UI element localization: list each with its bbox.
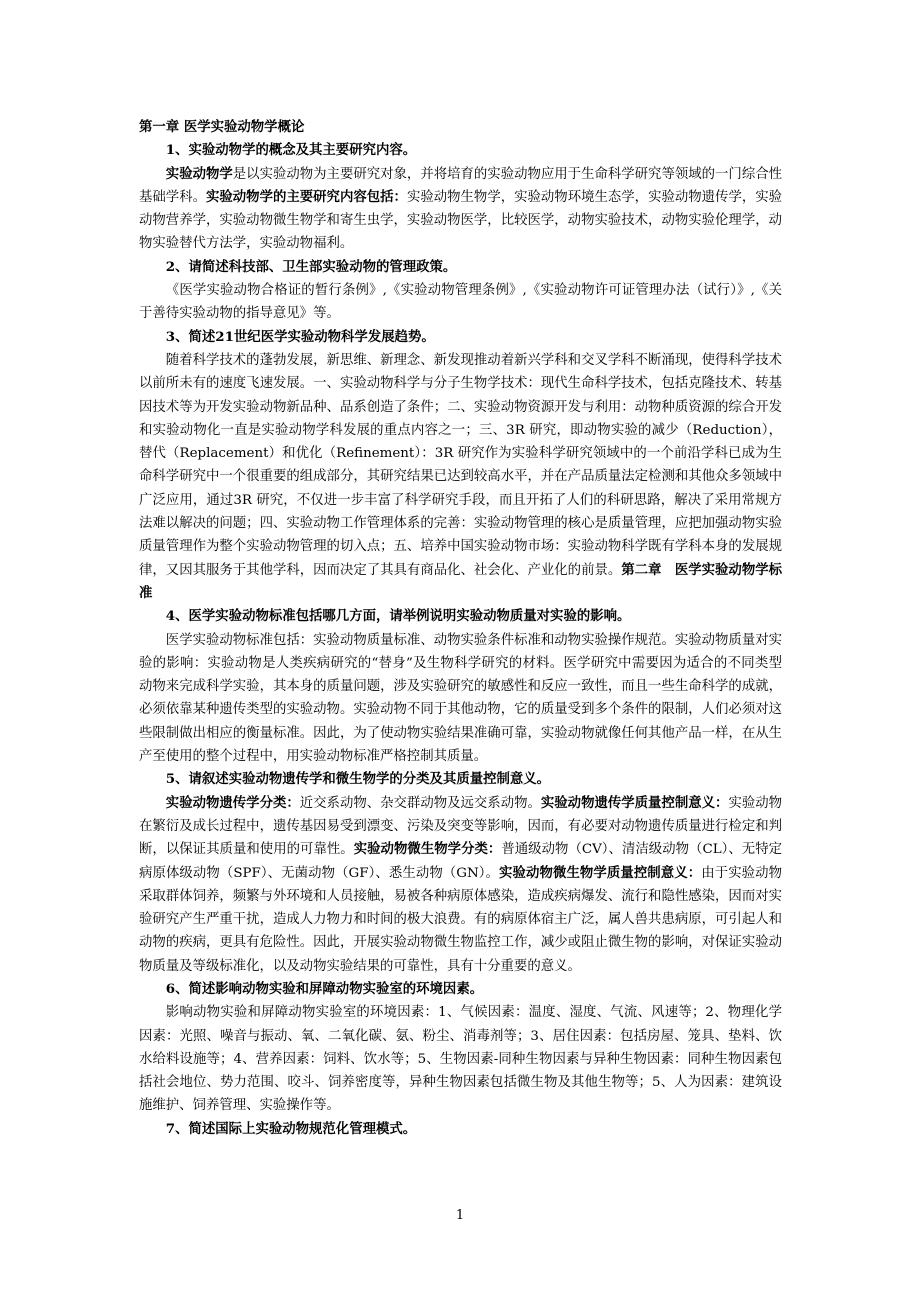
- answer-text: 实验动物在繁衍及成长过程中，遗传基因易受到漂变、污染及突变等影响，因而，有必要对动物遗传质量进行检定和判断，以保证其质量和使用的可靠性。: [139, 795, 783, 858]
- term-label: 实验动物学的主要研究内容包括：: [205, 188, 407, 205]
- question-5-answer: [139, 792, 782, 978]
- term-label: 实验动物微生物学分类：: [353, 841, 502, 858]
- question-6-heading: 6、简述影响动物实验和屏障动物实验室的环境因素。: [165, 980, 484, 997]
- answer-text: 实验动物生物学，实验动物环境生态学，实验动物遗传学，实验动物营养学，实验动物微生物学和寄生虫学，实验动物医学，比较医学，动物实验技术，动物实验伦理学，动物实验替代方法学，实验动物福利。: [139, 189, 783, 252]
- term-label: 实验动物遗传学分类：: [165, 794, 300, 811]
- chapter-2-title: 第二章 医学实验动物学标准: [139, 561, 783, 601]
- term-label: 实验动物遗传学质量控制意义：: [540, 794, 729, 811]
- question-1-heading: 1、实验动物学的概念及其主要研究内容。: [165, 142, 417, 159]
- page-number: 1: [455, 1208, 465, 1223]
- term-label: 实验动物微生物学质量控制意义：: [499, 864, 702, 881]
- answer-text: 普通级动物（CV）、清洁级动物（CL）、无特定病原体级动物（SPF）、无菌动物（GF）、悉生动物（GN）。: [139, 842, 783, 881]
- answer-text: 近交系动物、杂交群动物及远交系动物。: [299, 795, 541, 811]
- chapter-1-title: 第一章 医学实验动物学概论: [139, 119, 305, 135]
- question-6-answer: 影响动物实验和屏障动物实验室的环境因素：1、气候因素：温度、湿度、气流、风速等；2、物理化学因素：光照、噪音与振动、氧、二氧化碳、氨、粉尘、消毒剂等；3、居住因素：包括房屋、笼具、垫料、饮水给料设施等；4、营养因素：饲料、饮水等；5、生物因素-同种生物因素与异种生物因素：同种生物因素包括社会地位、势力范围、咬斗、饲养密度等，异种生物因素包括微生物及其他生物等；5、人为因素：建筑设施维护、饲养管理、实验操作等。: [139, 1005, 782, 1114]
- question-3-answer: [139, 349, 782, 605]
- question-2-heading: 2、请简述科技部、卫生部实验动物的管理政策。: [165, 258, 457, 275]
- question-2-answer: 《医学实验动物合格证的暂行条例》,《实验动物管理条例》,《实验动物许可证管理办法（试行）》,《关于善待实验动物的指导意见》等。: [139, 283, 782, 322]
- question-7-heading: 7、简述国际上实验动物规范化管理模式。: [165, 1120, 417, 1137]
- question-4-heading: 4、医学实验动物标准包括哪几方面，请举例说明实验动物质量对实验的影响。: [165, 608, 631, 625]
- term-label: 实验动物学: [165, 165, 233, 182]
- question-4-answer: 医学实验动物标准包括：实验动物质量标准、动物实验条件标准和动物实验操作规范。实验动物质量对实验的影响：实验动物是人类疾病研究的“替身”及生物科学研究的材料。医学研究中需要因为适合的不同类型动物来完成科学实验，其本身的质量问题，涉及实验研究的敏感性和反应一致性，而且一些生命科学的成就，必须依靠某种遗传类型的实验动物。实验动物不同于其他动物，它的质量受到多个条件的限制，人们必须对这些限制做出相应的衡量标准。因此，为了使动物实验结果准确可靠，实验动物就像任何其他产品一样，在从生产至使用的整个过程中，用实验动物标准严格控制其质量。: [139, 632, 782, 765]
- document-body: [139, 116, 782, 1141]
- answer-text: 由于实验动物采取群体饲养，频繁与外环境和人员接触，易被各种病原体感染，造成疾病爆发、流行和隐性感染，因而对实验研究产生严重干扰，造成人力物力和时间的极大浪费。有的病原体宿主广泛，属人兽共患病原，可引起人和动物的疾病，更具有危险性。因此，开展实验动物微生物监控工作，减少或阻止微生物的影响，对保证实验动物质量及等级标准化，以及动物实验结果的可靠性，具有十分重要的意义。: [139, 865, 783, 974]
- answer-text: 是以实验动物为主要研究对象，并将培育的实验动物应用于生命科学研究等领域的一门综合性基础学科。: [139, 166, 783, 205]
- question-3-heading: 3、简述21世纪医学实验动物科学发展趋势。: [165, 328, 435, 345]
- answer-text: 随着科学技术的蓬勃发展，新思维、新理念、新发现推动着新兴学科和交叉学科不断涌现，使得科学技术以前所未有的速度飞速发展。一、实验动物科学与分子生物学技术：现代生命科学技术，包括克隆技术、转基因技术等为开发实验动物新品种、品系创造了条件；二、实验动物资源开发与利用：动物种质资源的综合开发和实验动物化一直是实验动物学科发展的重点内容之一；三、3R 研究，即动物实验的减少（Reduction），替代（Replacement）和优化（Refinement）：3R 研究作为实验科学研究领域中的一个前沿学科已成为生命科学研究中一个很重要的组成部分，其研究结果已达到较高水平，并在产品质量法定检测和其他众多领域中广泛应用，通过3R 研究，不仅进一步丰富了科学研究手段，而且开拓了人们的科研思路，解决了采用常规方法难以解决的问题；四、实验动物工作管理体系的完善：实验动物管理的核心是质量管理，应把加强动物实验质量管理作为整个实验动物管理的切入点；五、培养中国实验动物市场：实验动物科学既有学科本身的发展规律，又因其服务于其他学科，因而决定了其具有商品化、社会化、产业化的前景。: [139, 352, 782, 578]
- question-1-answer: [139, 163, 782, 256]
- question-5-heading: 5、请叙述实验动物遗传学和微生物学的分类及其质量控制意义。: [165, 771, 551, 788]
